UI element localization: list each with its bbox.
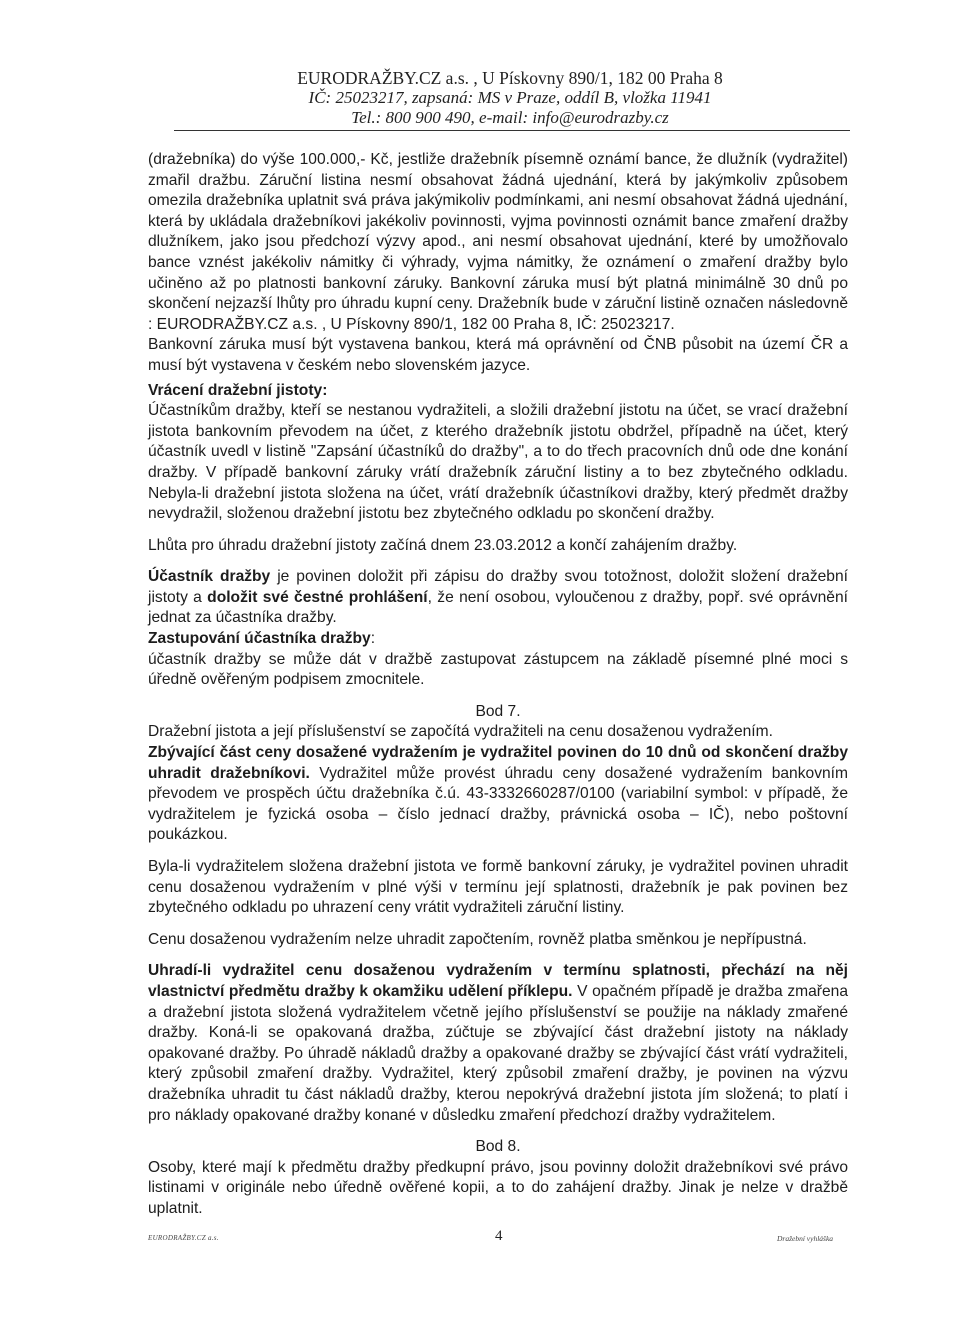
section-heading-bod-7: Bod 7. bbox=[475, 702, 521, 720]
paragraph-deposit-return: Účastníkům dražby, kteří se nestanou vydražiteli, a složili dražební jistotu na účet, se vrací dražební jistota bankovním převodem na účet, z kterého dražebník jistotu obdržel, případně na účet, který účastník uvedl v listině "Zapsání účastníků do dražby", a to do třech pracovních dnů ode dne konání dražby. V případě bankovní záruky vrátí dražebník záruční listiny a to bez zbytečného odkladu. Nebyla-li dražební jistota složena na účet, vrátí dražebník účastníkovi dražby, který předmět dražby nevydražil, složenou dražební jistotu bez zbytečného odkladu po skončení dražby. bbox=[148, 402, 848, 523]
paragraph-preemption-right: Osoby, které mají k předmětu dražby předkupní právo, jsou povinny doložit dražebníkovi své právo listinami v originále nebo úředně ověřené kopii, a to do zahájení dražby. Jinak je nelze v dražbě uplatnit. bbox=[148, 1158, 848, 1217]
header-divider bbox=[174, 130, 850, 131]
bold-participant: Účastník dražby bbox=[148, 568, 271, 586]
letterhead bbox=[170, 68, 850, 128]
bold-ownership: Uhradí-li vydražitel cenu dosaženou vydražením v termínu splatnosti, přechází na něj vlastnictví předmětu dražby k okamžiku udělení příklepu. bbox=[148, 962, 848, 1000]
paragraph-bank-requirements: Bankovní záruka musí být vystavena bankou, která má oprávnění od ČNB působit na území ČR a musí být vystavena v českém nebo slovenském jazyce. bbox=[148, 336, 848, 374]
letterhead-contact: Tel.: 800 900 490, e-mail: info@eurodrazby.cz bbox=[351, 108, 669, 127]
footer-document-title: Dražební vyhláška bbox=[777, 1234, 834, 1243]
paragraph-ownership-transfer: Uhradí-li vydražitel cenu dosaženou vydražením v termínu splatnosti, přechází na něj vlastnictví předmětu dražby k okamžiku udělení příklepu. V opačném případě je dražba zmařena a dražební jistota složená vydražitelem včetně jejího příslušenství se použije na náklady zmařené dražby. Koná-li se opakovaná dražba, zúčtuje se zbývající část dražební jistoty na náklady opakované dražby. Po úhradě nákladů dražby a opakované dražby se zbývající část vrátí vydražiteli, který způsobil zmaření dražby. Vydražitel, který způsobil zmaření dražby, je povinen na výzvu dražebníka uhradit tu část nákladů dražby, kterou nepokrývá dražební jistota jím složená; to platí i pro náklady opakované dražby konané v důsledku zmaření předchozí dražby vydražitelem. bbox=[148, 962, 848, 1124]
paragraph-bank-guarantee: (dražebníka) do výše 100.000,- Kč, jestliže dražebník písemně oznámí bance, že dlužník (vydražitel) zmařil dražbu. Záruční listina nesmí obsahovat žádná ujednání, která by jakýmkoliv způsobem omezila dražebníka uplatnit svá práva jakýmikoliv podmínkami, ani nesmí obsahovat žádná ujednání, která by ukládala dražebníkovi jakékoliv povinnosti, vyjma povinnosti oznámit bance zmaření dražby dlužníkem, jako jsou předchozí výzvy apod., ani nesmí obsahovat ujednání, které by umožňovalo bance vznést jakékoliv námitky či výhrady, vyjma námitky, že oznámení o zmaření dražby bylo učiněno až po platnosti bankovní záruky. Bankovní záruka musí být platná minimálně 30 dnů po skončení nejzazší lhůty pro úhradu kupní ceny. Dražebník bude v záruční listině označen následovně : EURODRAŽBY.CZ a.s. , U Pískovny 890/1, 182 00 Praha 8, IČ: 25023217. bbox=[148, 151, 848, 333]
document-body bbox=[148, 150, 848, 1220]
bold-payment-deadline: Zbývající část ceny dosažené vydražením je vydražitel povinen do 10 dnů od skončení dražby uhradit dražebníkovi. bbox=[148, 744, 848, 782]
letterhead-registration: IČ: 25023217, zapsaná: MS v Praze, oddíl B, vložka 11941 bbox=[308, 88, 712, 107]
paragraph-deposit-offset: Dražební jistota a její příslušenství se započítá vydražiteli na cenu dosaženou vydražením. bbox=[148, 723, 773, 741]
paragraph-no-offset: Cenu dosaženou vydražením nelze uhradit započtením, rovněž platba směnkou je nepřípustná. bbox=[148, 930, 807, 948]
heading-representation: Zastupování účastníka dražby: bbox=[148, 630, 376, 648]
paragraph-guarantee-payment: Byla-li vydražitelem složena dražební jistota ve formě bankovní záruky, je vydražitel povinen uhradit cenu dosaženou vydražením v plné výši v termínu její splatnosti, dražebník je pak povinen bez zbytečného odkladu po uhrazení ceny vrátit vydražiteli záruční listiny. bbox=[148, 858, 848, 917]
footer-company: EURODRAŽBY.CZ a.s. bbox=[148, 1234, 219, 1242]
paragraph-participant-duties: Účastník dražby je povinen doložit při zápisu do dražby svou totožnost, doložit složení dražební jistoty a doložit své čestné prohlášení, že není osobou, vyloučenou z dražby, popř. své oprávnění jednat za účastníka dražby. bbox=[148, 568, 848, 627]
page-number: 4 bbox=[495, 1228, 503, 1244]
section-heading-bod-8: Bod 8. bbox=[475, 1138, 521, 1156]
letterhead-company: EURODRAŽBY.CZ a.s. , U Pískovny 890/1, 182 00 Praha 8 bbox=[297, 68, 723, 88]
bold-declaration: doložit své čestné prohlášení bbox=[207, 588, 428, 606]
paragraph-deposit-deadline: Lhůta pro úhradu dražební jistoty začíná dnem 23.03.2012 a končí zahájením dražby. bbox=[148, 536, 738, 554]
paragraph-payment-terms: Zbývající část ceny dosažené vydražením je vydražitel povinen do 10 dnů od skončení dražby uhradit dražebníkovi. Vydražitel může provést úhradu ceny dosažené vydražením bankovním převodem ve prospěch účtu dražebníka č.ú. 43-3332660287/0100 (variabilní symbol: v případě, že vydražitelem je fyzická osoba – číslo jednací dražby, právnická osoba – IČ), nebo poštovní poukázkou. bbox=[148, 744, 848, 844]
heading-deposit-return: Vrácení dražební jistoty: bbox=[148, 381, 328, 399]
paragraph-representation: účastník dražby se může dát v dražbě zastupovat zástupcem na základě písemné plné moci s úředně ověřeným podpisem zmocnitele. bbox=[148, 650, 848, 689]
